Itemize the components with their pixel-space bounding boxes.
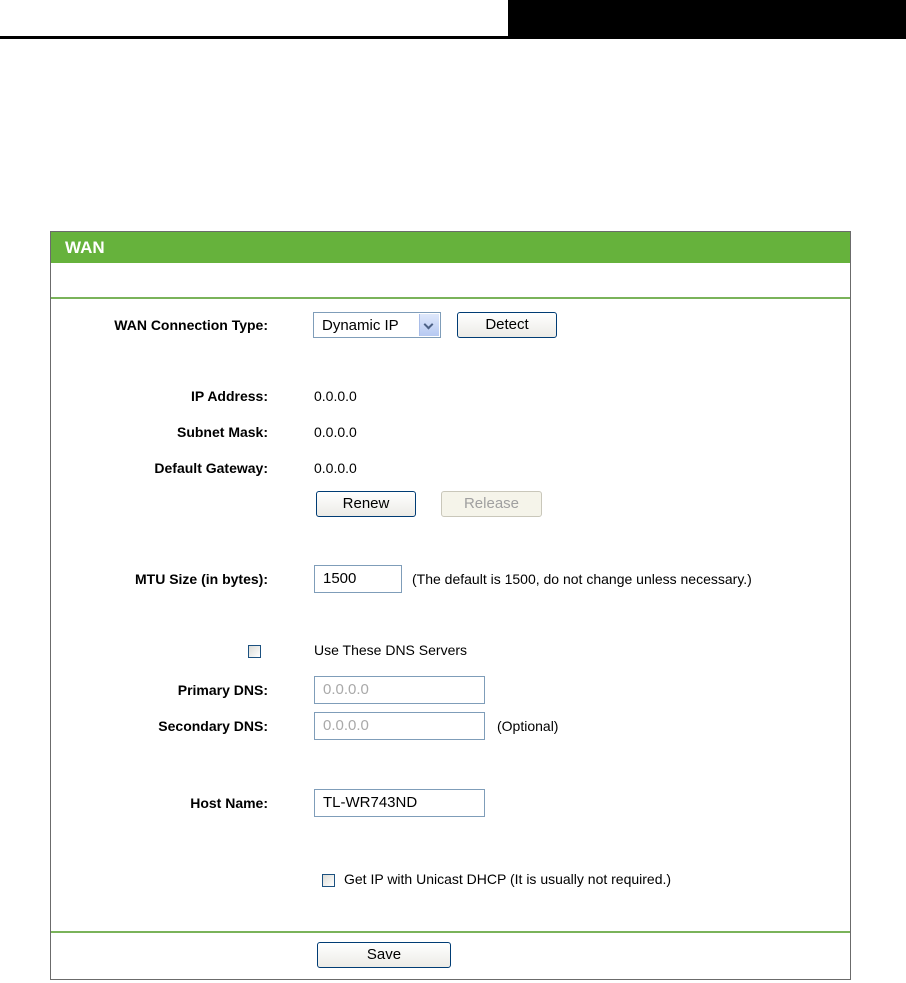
primary-dns-label: Primary DNS: xyxy=(177,682,268,698)
subnet-mask-label: Subnet Mask: xyxy=(176,424,268,440)
host-name-input[interactable]: TL-WR743ND xyxy=(314,789,485,817)
panel-title: WAN xyxy=(51,232,850,263)
chevron-down-icon[interactable] xyxy=(419,314,439,336)
host-name-label: Host Name: xyxy=(190,795,268,811)
release-button[interactable]: Release xyxy=(441,491,542,517)
ip-address-value: 0.0.0.0 xyxy=(314,388,357,404)
bottom-divider xyxy=(51,931,850,933)
use-dns-checkbox[interactable] xyxy=(248,645,261,658)
wan-connection-type-label: WAN Connection Type: xyxy=(114,317,268,333)
save-button[interactable]: Save xyxy=(317,942,451,968)
unicast-dhcp-checkbox[interactable] xyxy=(322,874,335,887)
default-gateway-value: 0.0.0.0 xyxy=(314,460,357,476)
renew-button[interactable]: Renew xyxy=(316,491,416,517)
top-black-bar xyxy=(508,0,906,39)
wan-connection-type-select[interactable] xyxy=(313,312,441,338)
wan-panel xyxy=(50,231,851,980)
mtu-label: MTU Size (in bytes): xyxy=(134,571,268,587)
secondary-dns-input[interactable]: 0.0.0.0 xyxy=(314,712,485,740)
top-rule xyxy=(0,36,510,39)
subnet-mask-value: 0.0.0.0 xyxy=(314,424,357,440)
wan-connection-type-value: Dynamic IP xyxy=(322,317,399,334)
ip-address-label: IP Address: xyxy=(190,388,268,404)
unicast-dhcp-label: Get IP with Unicast DHCP (It is usually not required.) xyxy=(344,871,672,887)
default-gateway-label: Default Gateway: xyxy=(154,460,268,476)
optional-note: (Optional) xyxy=(497,718,559,734)
top-divider xyxy=(51,297,850,299)
use-dns-label: Use These DNS Servers xyxy=(314,642,468,658)
mtu-input[interactable]: 1500 xyxy=(314,565,402,593)
detect-button[interactable]: Detect xyxy=(457,312,557,338)
secondary-dns-label: Secondary DNS: xyxy=(158,718,268,734)
mtu-hint: (The default is 1500, do not change unless necessary.) xyxy=(412,571,752,587)
primary-dns-input[interactable]: 0.0.0.0 xyxy=(314,676,485,704)
